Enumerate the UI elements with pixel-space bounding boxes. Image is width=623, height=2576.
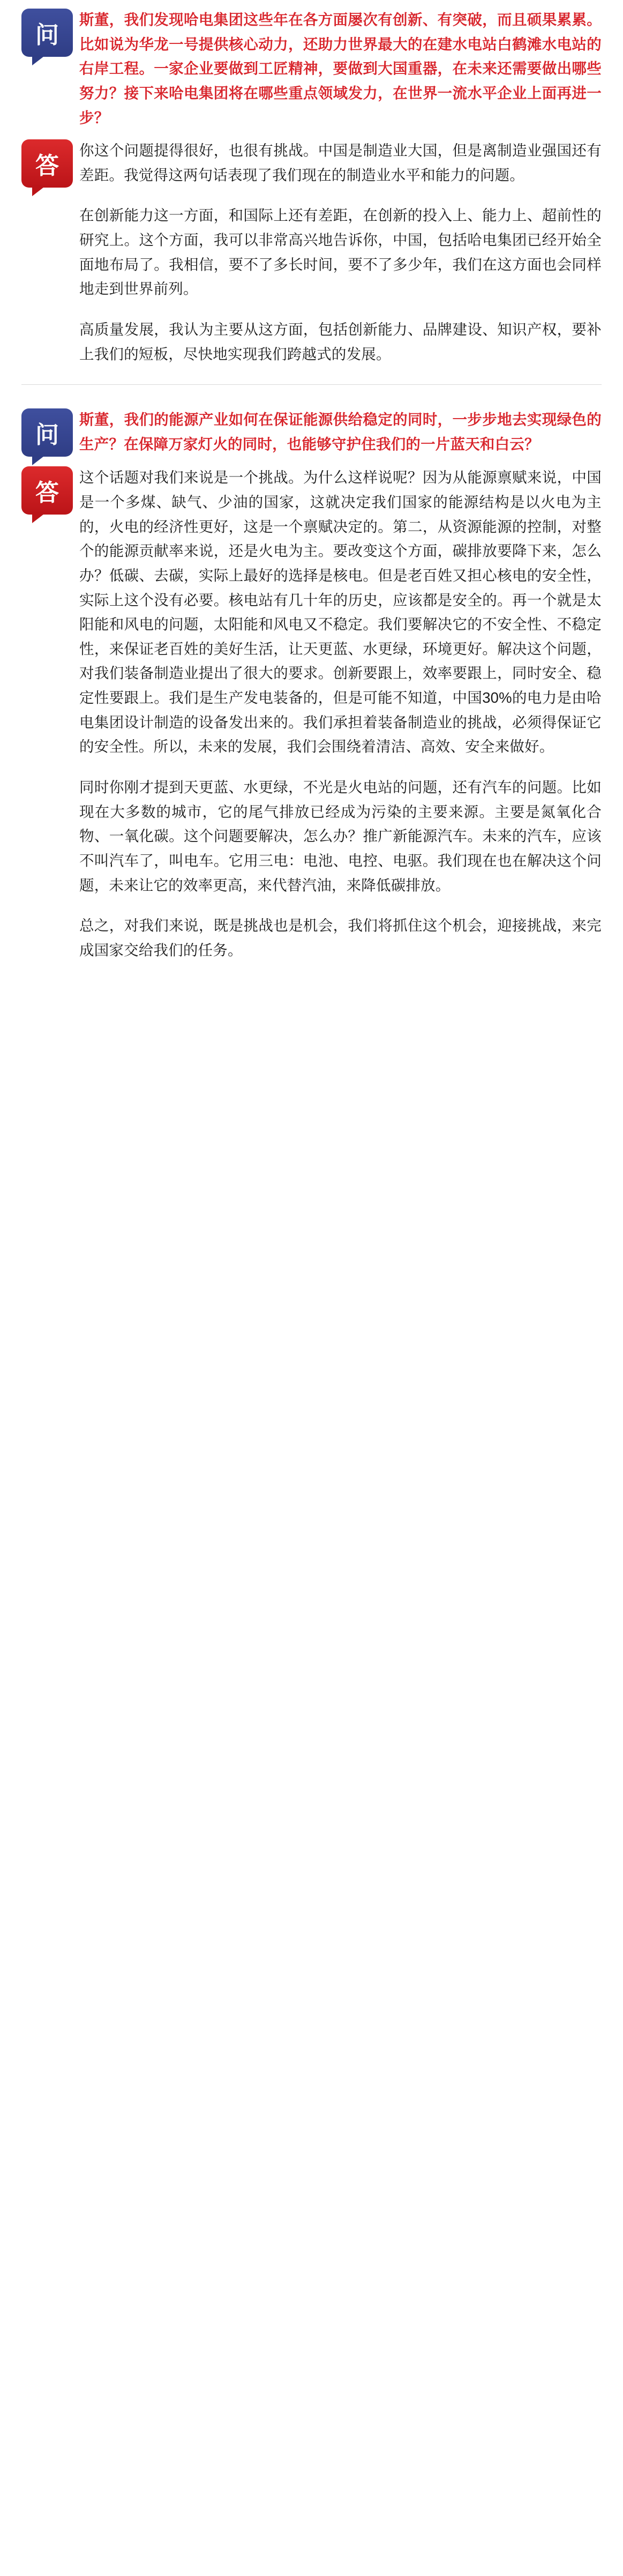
answer-content-2 (79, 464, 602, 962)
answer-paragraph: 总之，对我们来说，既是挑战也是机会，我们将抓住这个机会，迎接挑战，来完成国家交给我们的任务。 (79, 917, 602, 958)
answer-badge: 答 (21, 139, 73, 188)
qa-section-1 (0, 6, 623, 366)
question-answer-gap-2 (21, 460, 602, 464)
answer-badge: 答 (21, 466, 73, 515)
question-marker-2 (21, 408, 79, 457)
answer-row-2 (21, 464, 602, 962)
question-badge: 问 (21, 9, 73, 57)
section-divider (21, 384, 602, 385)
answer-content-1 (79, 137, 602, 366)
question-paragraph: 斯董，我们的能源产业如何在保证能源供给稳定的同时，一步步地去实现绿色的生产？在保障万家灯火的同时，也能够守护住我们的一片蓝天和白云？ (79, 411, 602, 452)
question-content-1 (79, 6, 602, 130)
question-marker-1 (21, 9, 79, 57)
question-row-1 (21, 6, 602, 130)
answer-row-1 (21, 137, 602, 366)
answer-paragraph: 在创新能力这一方面，和国际上还有差距，在创新的投入上、能力上、超前性的研究上。这个方面，我可以非常高兴地告诉你，中国，包括哈电集团已经开始全面地布局了。我相信，要不了多长时间，要不了多少年，我们在这方面也会同样地走到世界前列。 (79, 207, 602, 297)
answer-marker-2 (21, 466, 79, 515)
answer-paragraph: 同时你刚才提到天更蓝、水更绿，不光是火电站的问题，还有汽车的问题。比如现在大多数的城市，它的尾气排放已经成为污染的主要来源。主要是氮氧化合物、一氧化碳。这个问题要解决，怎么办？推广新能源汽车。未来的汽车，应该不叫汽车了，叫电车。它用三电：电池、电控、电驱。我们现在也在解决这个问题，未来让它的效率更高，来代替汽油，来降低碳排放。 (79, 779, 602, 894)
question-badge: 问 (21, 408, 73, 457)
answer-paragraph: 高质量发展，我认为主要从这方面，包括创新能力、品牌建设、知识产权，要补上我们的短板，尽快地实现我们跨越式的发展。 (79, 321, 602, 362)
question-row-2 (21, 406, 602, 457)
article-page (0, 0, 623, 987)
qa-section-2 (0, 406, 623, 962)
answer-paragraph: 这个话题对我们来说是一个挑战。为什么这样说呢？因为从能源禀赋来说，中国是一个多煤、缺气、少油的国家，这就决定我们国家的能源结构是以火电为主的，火电的经济性更好，这是一个禀赋决定的。第二，从资源能源的控制，对整个的能源贡献率来说，还是火电为主。要改变这个方面，碳排放要降下来，怎么办？低碳、去碳，实际上最好的选择是核电。但是老百姓又担心核电的安全性，实际上这个没有必要。核电站有几十年的历史，应该都是安全的。再一个就是太阳能和风电的问题，太阳能和风电又不稳定。我们要解决它的不安全性、不稳定性，来保证老百姓的美好生活，让天更蓝、水更绿，环境更好。解决这个问题，对我们装备制造业提出了很大的要求。创新要跟上，效率要跟上，同时安全、稳定性要跟上。我们是生产发电装备的，但是可能不知道，中国30%的电力是由哈电集团设计制造的设备发出来的。我们承担着装备制造业的挑战，必须得保证它的安全性。所以，未来的发展，我们会围绕着清洁、高效、安全来做好。 (79, 469, 602, 755)
question-content-2 (79, 406, 602, 456)
top-spacer (0, 0, 623, 6)
question-answer-gap-1 (21, 133, 602, 137)
answer-paragraph: 你这个问题提得很好，也很有挑战。中国是制造业大国，但是离制造业强国还有差距。我觉得这两句话表现了我们现在的制造业水平和能力的问题。 (79, 142, 602, 183)
answer-marker-1 (21, 139, 79, 188)
question-paragraph: 斯董，我们发现哈电集团这些年在各方面屡次有创新、有突破，而且硕果累累。比如说为华龙一号提供核心动力，还助力世界最大的在建水电站白鹤滩水电站的右岸工程。一家企业要做到工匠精神，要做到大国重器，在未来还需要做出哪些努力？接下来哈电集团将在哪些重点领域发力，在世界一流水平企业上面再进一步？ (79, 11, 602, 126)
